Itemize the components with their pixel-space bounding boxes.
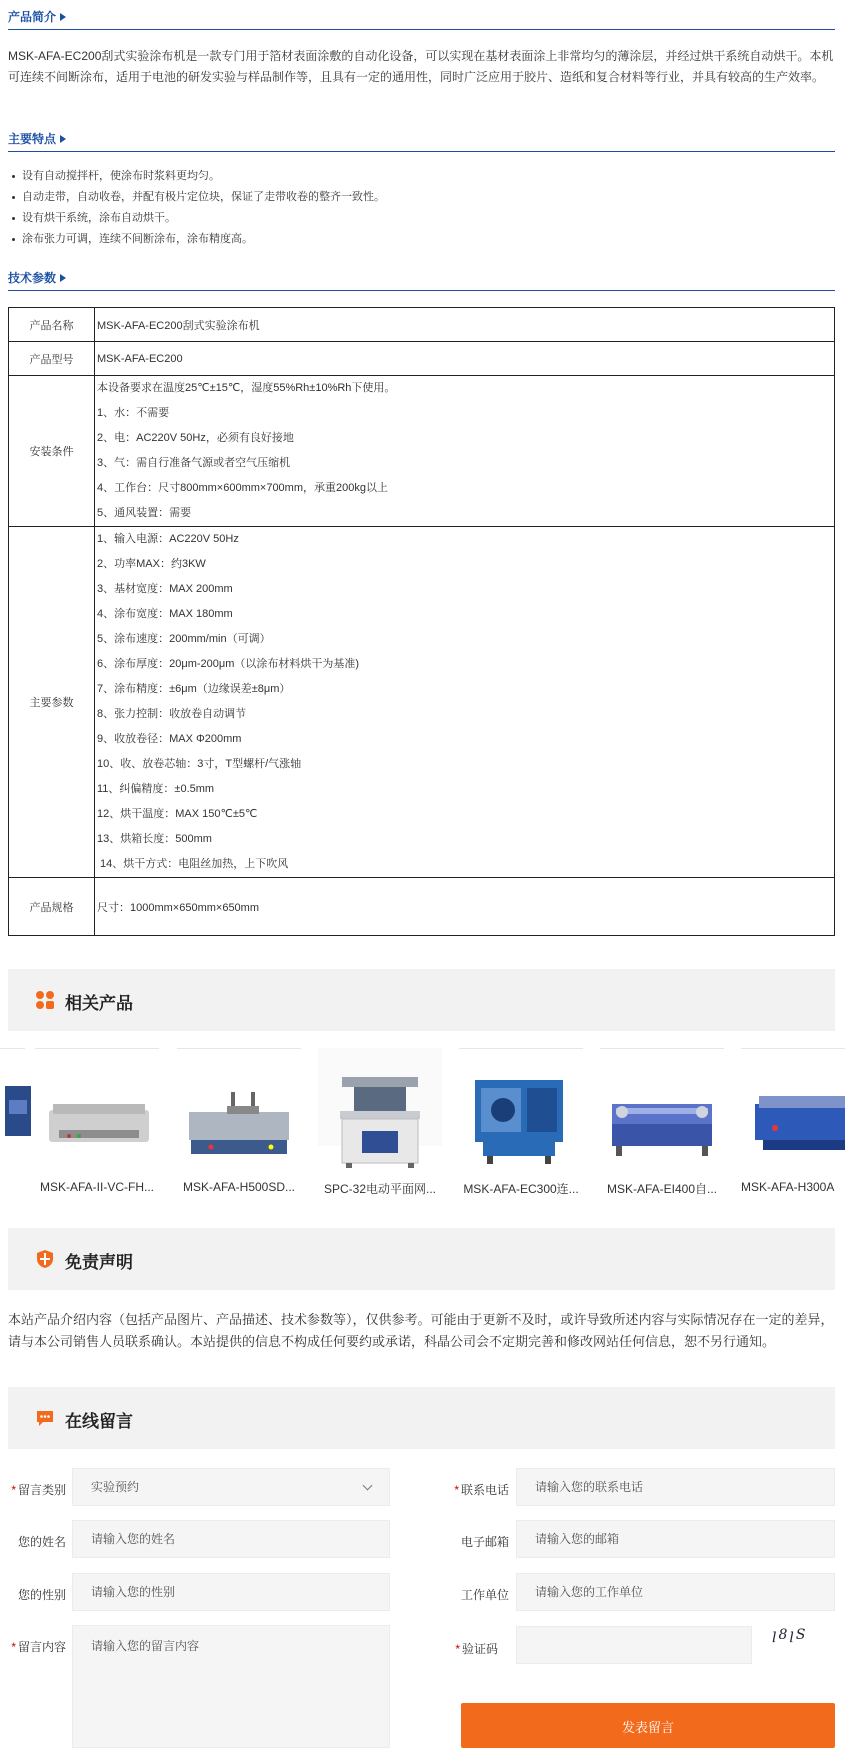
spec-line: 9、收放卷径：MAX Φ200mm <box>97 733 242 745</box>
section-title-specs: 技术参数 <box>8 271 57 285</box>
phone-label: * 联系电话 <box>454 1483 509 1497</box>
section-header-features <box>8 128 835 152</box>
product-card[interactable] <box>594 1048 730 1208</box>
phone-field[interactable]: 请输入您的联系电话 <box>516 1468 835 1506</box>
disclaimer-text: 本站产品介绍内容（包括产品图片、产品描述、技术参数等），仅供参考。可能由于更新不及时，或许导致所述内容与实际情况存在一定的差异，请与本公司销售人员联系确认。本站提供的信息不构成任何要约或承诺，科晶公司会不定期完善和修改网站任何信息，恕不另行通知。 <box>8 1312 834 1349</box>
product-image <box>735 1070 845 1168</box>
spec-line: 14、烘干方式：电阻丝加热，上下吹风 <box>97 858 289 870</box>
message-type-value: 实验预约 <box>91 1480 140 1494</box>
required-mark: * <box>11 1483 16 1497</box>
required-mark: * <box>11 1640 16 1654</box>
product-image <box>594 1070 730 1168</box>
chevron-down-icon <box>363 1481 373 1491</box>
feature-item: 设有烘干系统，涂布自动烘干。 <box>8 208 835 229</box>
email-label: 电子邮箱 <box>460 1535 509 1549</box>
spec-line: 10、收、放卷芯轴：3寸，T型螺杆/气涨轴 <box>97 758 302 770</box>
feature-item: 自动走带，自动收卷，并配有极片定位块，保证了走带收卷的整齐一致性。 <box>8 187 835 208</box>
feature-item: 涂布张力可调，连续不间断涂布，涂布精度高。 <box>8 229 835 250</box>
message-header <box>8 1387 835 1449</box>
product-card[interactable] <box>453 1048 589 1208</box>
spec-line: 6、涂布厚度：20μm-200μm（以涂布材料烘干为基准) <box>97 658 360 670</box>
disclaimer-header <box>8 1228 835 1290</box>
related-products-header <box>8 969 835 1031</box>
grid-icon <box>35 990 55 1010</box>
product-name[interactable]: MSK-AFA-II-VC-FH... <box>40 1180 154 1194</box>
product-name[interactable]: MSK-AFA-EI400自... <box>606 1182 718 1196</box>
product-name[interactable]: SPC-32电动平面网... <box>323 1182 437 1196</box>
name-label: 您的姓名 <box>17 1535 66 1549</box>
related-products-title: 相关产品 <box>65 994 133 1013</box>
table-row <box>9 342 835 376</box>
email-field[interactable]: 请输入您的邮箱 <box>516 1520 835 1558</box>
spec-line: 4、工作台：尺寸800mm×600mm×700mm，承重200kg以上 <box>97 482 388 494</box>
product-image <box>453 1070 589 1168</box>
message-title: 在线留言 <box>65 1412 133 1431</box>
spec-line: 本设备要求在温度25℃±15℃，湿度55%Rh±10%Rh下使用。 <box>97 382 396 394</box>
spec-line: 5、涂布速度：200mm/min（可调） <box>97 633 271 645</box>
spec-line: 13、烘箱长度：500mm <box>97 833 212 845</box>
product-image <box>0 1070 31 1168</box>
spec-value: 尺寸：1000mm×650mm×650mm <box>95 878 835 936</box>
spec-line: 3、基材宽度：MAX 200mm <box>97 583 233 595</box>
spec-line: 4、涂布宽度：MAX 180mm <box>97 608 233 620</box>
section-header-intro <box>8 6 835 30</box>
spec-value: MSK-AFA-EC200 <box>95 342 835 376</box>
feature-item: 设有自动搅拌杆，使涂布时浆料更均匀。 <box>8 166 835 187</box>
product-image <box>29 1070 165 1168</box>
product-image <box>312 1048 448 1168</box>
content-label: * 留言内容 <box>11 1640 66 1654</box>
table-row <box>9 308 835 342</box>
gender-field[interactable]: 请输入您的性别 <box>72 1573 390 1611</box>
product-name[interactable]: MSK-AFA-H300A <box>741 1180 835 1194</box>
spec-value: MSK-AFA-EC200刮式实验涂布机 <box>95 308 835 342</box>
spec-line: 2、电：AC220V 50Hz，必须有良好接地 <box>97 432 294 444</box>
spec-value <box>95 376 835 527</box>
message-type-select[interactable] <box>72 1468 390 1506</box>
spec-line: 7、涂布精度：±6μm（边缘误差±8μm） <box>97 683 291 695</box>
content-textarea[interactable]: 请输入您的留言内容 <box>72 1625 390 1748</box>
table-row <box>9 878 835 936</box>
spec-key: 产品型号 <box>9 342 95 376</box>
intro-text: MSK-AFA-EC200刮式实验涂布机是一款专门用于箔材表面涂敷的自动化设备，可以实现在基材表面涂上非常均匀的薄涂层，并经过烘干系统自动烘干。本机可连续不间断涂布，适用于电池的研发实验与样品制作等，且具有一定的通用性，同时广泛应用于胶片、造纸和复合材料等行业，并具有较高的生产效率。 <box>8 49 834 84</box>
chat-icon <box>35 1408 55 1428</box>
captcha-input[interactable] <box>516 1626 752 1664</box>
section-title-features: 主要特点 <box>8 132 57 146</box>
product-name[interactable]: MSK-AFA-EC300连... <box>463 1182 579 1196</box>
spec-key: 产品名称 <box>9 308 95 342</box>
product-card[interactable] <box>0 1048 31 1208</box>
table-row <box>9 376 835 527</box>
triangle-right-icon <box>60 135 66 143</box>
spec-key: 产品规格 <box>9 878 95 936</box>
spec-line: 2、功率MAX：约3KW <box>97 558 206 570</box>
related-products-carousel[interactable] <box>0 1048 845 1208</box>
name-field[interactable]: 请输入您的姓名 <box>72 1520 390 1558</box>
features-list <box>8 166 835 250</box>
required-mark: * <box>454 1483 459 1497</box>
spec-line: 3、气：需自行准备气源或者空气压缩机 <box>97 457 291 469</box>
spec-key: 主要参数 <box>9 527 95 878</box>
product-name[interactable]: MSK-AFA-H500SD... <box>182 1180 296 1194</box>
product-image <box>171 1070 307 1168</box>
product-card[interactable] <box>29 1048 165 1208</box>
company-label: 工作单位 <box>460 1588 509 1602</box>
spec-line: 12、烘干温度：MAX 150℃±5℃ <box>97 808 258 820</box>
captcha-image[interactable]: ꞁ8ꞁS <box>772 1627 808 1643</box>
triangle-right-icon <box>60 274 66 282</box>
required-mark: * <box>455 1642 460 1656</box>
spec-value <box>95 527 835 878</box>
submit-button[interactable]: 发表留言 <box>461 1703 835 1748</box>
spec-line: 1、输入电源：AC220V 50Hz <box>97 533 239 545</box>
table-row <box>9 527 835 878</box>
section-title-intro: 产品简介 <box>8 10 57 24</box>
shield-icon <box>35 1249 55 1269</box>
gender-label: 您的性别 <box>17 1588 66 1602</box>
disclaimer-title: 免责声明 <box>65 1253 133 1272</box>
spec-line: 1、水：不需要 <box>97 407 170 419</box>
spec-line: 5、通风装置：需要 <box>97 507 192 519</box>
product-card[interactable] <box>171 1048 307 1208</box>
spec-key: 安装条件 <box>9 376 95 527</box>
company-field[interactable]: 请输入您的工作单位 <box>516 1573 835 1611</box>
product-card[interactable] <box>312 1048 448 1208</box>
spec-line: 8、张力控制：收放卷自动调节 <box>97 708 247 720</box>
product-card[interactable] <box>735 1048 845 1208</box>
spec-line: 11、纠偏精度：±0.5mm <box>97 783 215 795</box>
captcha-label: * 验证码 <box>455 1642 498 1656</box>
section-header-specs <box>8 267 835 291</box>
spec-table <box>8 307 835 936</box>
triangle-right-icon <box>60 13 66 21</box>
type-label: * 留言类别 <box>11 1483 66 1497</box>
